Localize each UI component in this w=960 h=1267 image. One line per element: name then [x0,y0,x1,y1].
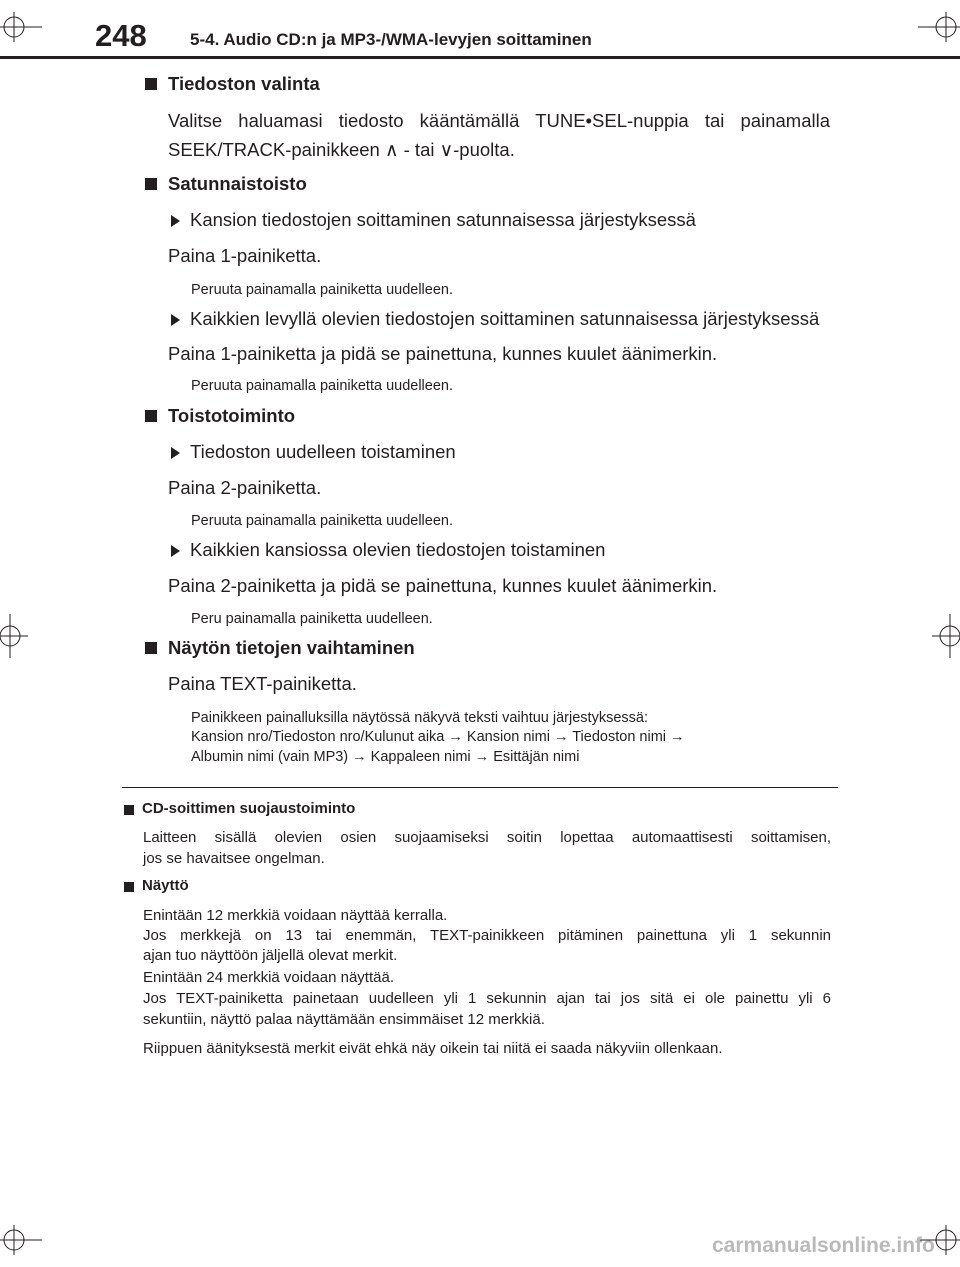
display-line-5: Jos TEXT-painiketta painetaan uudelleen yli 1 sekunnin ajan tai jos sitä ei ole painettu yli 6 [143,990,831,1007]
display-line-6: sekuntiin, näyttö palaa näyttämään ensimmäiset 12 merkkiä. [143,1011,545,1028]
triangle-bullet-icon [171,545,180,557]
triangle-bullet-icon [171,314,180,326]
display-line-4: Enintään 24 merkkiä voidaan näyttää. [143,969,394,986]
random-item-2-text: Paina 1-painiketta ja pidä se painettuna, kunnes kuulet äänimerkin. [168,343,718,364]
square-bullet-icon [145,642,157,654]
random-item-1-text: Paina 1-painiketta. [168,245,322,266]
display-line-7: Riippuen äänityksestä merkit eivät ehkä näy oikein tai niitä ei saada näkyviin ollenkaan. [143,1040,723,1057]
display-change-note-2: Kansion nro/Tiedoston nro/Kulunut aika → Kansion nimi → Tiedoston nimi → [191,729,685,745]
square-bullet-icon [145,178,157,190]
display-change-note-1: Painikkeen painalluksilla näytössä näkyvä teksti vaihtuu järjestyksessä: [191,710,648,726]
repeat-item-1-title: Tiedoston uudelleen toistaminen [190,441,456,462]
repeat-item-1-text: Paina 2-painiketta. [168,477,322,498]
cd-protection-line-1: Laitteen sisällä olevien osien suojaamiseksi soitin lopettaa automaattisesti soittamisen, [143,829,831,846]
display-line-3: ajan tuo näyttöön jäljellä olevat merkit. [143,947,398,964]
crop-mark-icon [930,614,960,658]
random-item-2-note: Peruuta painamalla painiketta uudelleen. [191,378,453,394]
repeat-item-2-note: Peru painamalla painiketta uudelleen. [191,611,433,627]
display-change-text: Paina TEXT-painiketta. [168,673,357,694]
section-divider [122,787,838,788]
section-heading-file-selection: Tiedoston valinta [168,73,320,94]
page-header [95,18,795,60]
triangle-bullet-icon [171,447,180,459]
cd-protection-line-2: jos se havaitsee ongelman. [143,850,325,867]
crop-mark-icon [0,1225,44,1255]
crop-mark-icon [916,12,960,42]
display-change-note-3: Albumin nimi (vain MP3) → Kappaleen nimi → Esittäjän nimi [191,749,580,765]
page-number: 248 [95,18,147,53]
square-bullet-icon [145,410,157,422]
repeat-item-2-text: Paina 2-painiketta ja pidä se painettuna, kunnes kuulet äänimerkin. [168,575,718,596]
random-item-2-title: Kaikkien levyllä olevien tiedostojen soittaminen satunnaisessa järjestyksessä [190,308,820,329]
note-heading-cd-protection: CD-soittimen suojaustoiminto [142,800,356,817]
chapter-title: 5-4. Audio CD:n ja MP3-/WMA-levyjen soittaminen [190,30,592,49]
file-selection-line-2: SEEK/TRACK-painikkeen ∧ - tai ∨-puolta. [168,139,515,160]
section-heading-random: Satunnaistoisto [168,173,307,194]
header-rule [0,56,960,59]
random-item-1-note: Peruuta painamalla painiketta uudelleen. [191,282,453,298]
section-heading-display-change: Näytön tietojen vaihtaminen [168,637,415,658]
square-bullet-icon [145,78,157,90]
square-bullet-icon [124,882,134,892]
crop-mark-icon [0,12,44,42]
square-bullet-icon [124,805,134,815]
display-line-2: Jos merkkejä on 13 tai enemmän, TEXT-painikkeen pitäminen painettuna yli 1 sekunnin [143,927,831,944]
crop-mark-icon [0,614,30,658]
repeat-item-2-title: Kaikkien kansiossa olevien tiedostojen toistaminen [190,539,606,560]
watermark: carmanualsonline.info [712,1234,935,1257]
note-heading-display: Näyttö [142,877,189,894]
repeat-item-1-note: Peruuta painamalla painiketta uudelleen. [191,513,453,529]
display-line-1: Enintään 12 merkkiä voidaan näyttää kerralla. [143,907,448,924]
triangle-bullet-icon [171,215,180,227]
file-selection-line-1: Valitse haluamasi tiedosto kääntämällä TUNE•SEL-nuppia tai painamalla [168,110,830,131]
random-item-1-title: Kansion tiedostojen soittaminen satunnaisessa järjestyksessä [190,209,696,230]
section-heading-repeat: Toistotoiminto [168,405,296,426]
